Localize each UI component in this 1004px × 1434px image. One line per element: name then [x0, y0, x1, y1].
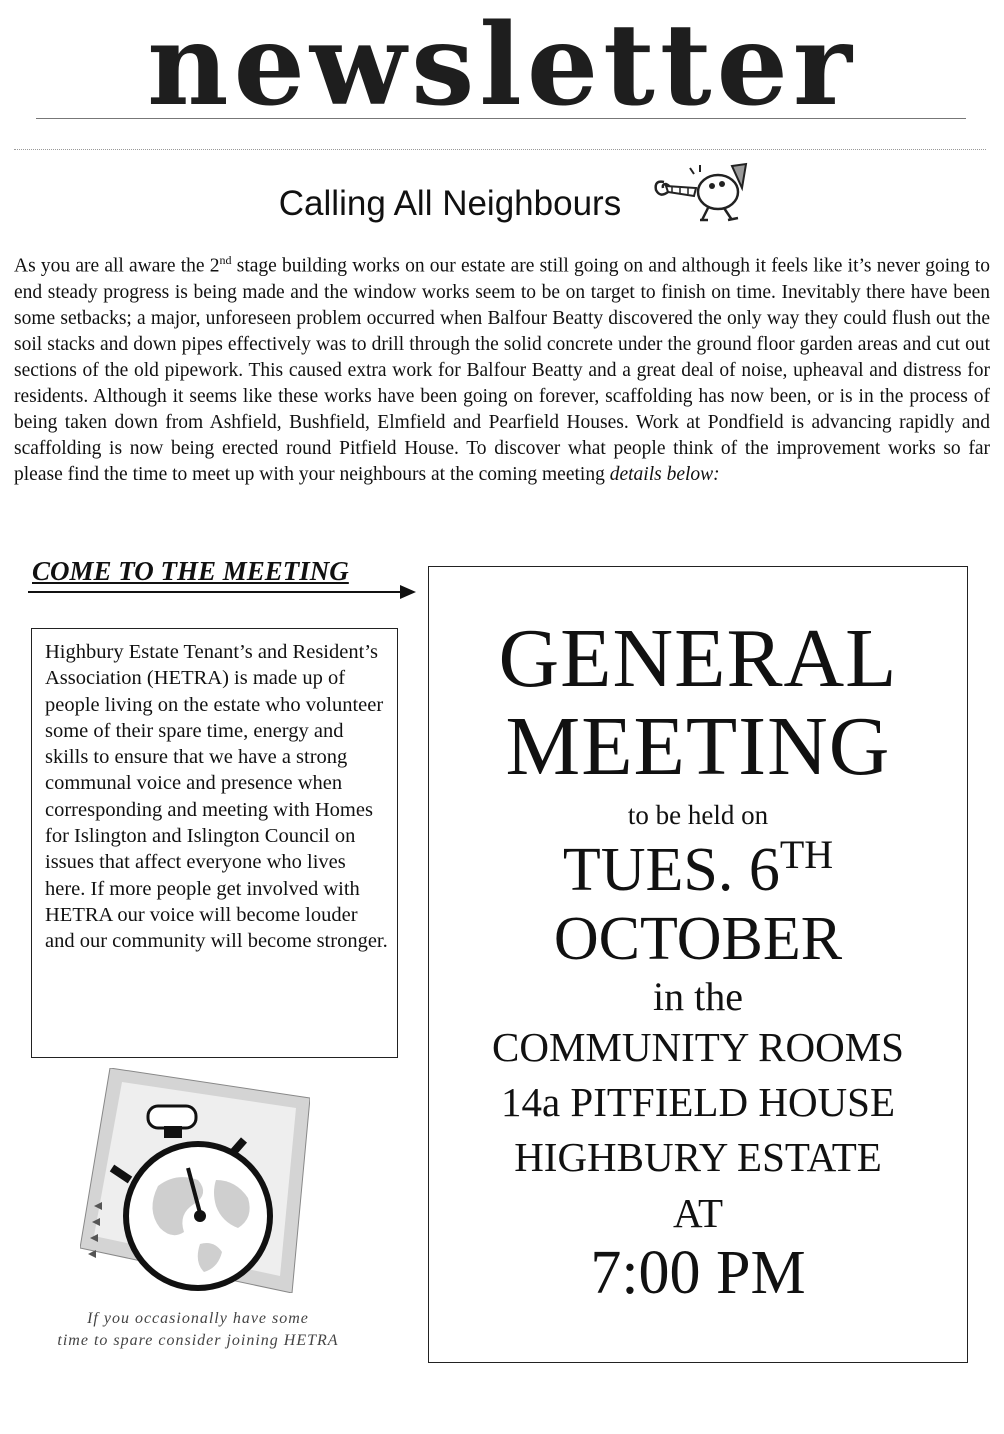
intro-text-body: stage building works on our estate are still going on and although it feels like it’s never going to end steady progress is being made and the window works seem to be on target to finish on time. Inevitably there have been some setbacks; a major, unforeseen problem occurred when Balfour Beatty discovered the only way they could flush out the soil stacks and down pipes effectively was to drill through the solid concrete under the ground floor garden areas and cut out sections of the old pipework. This caused extra work for Balfour Beatty and a great deal of noise, upheaval and distress for residents. Although it seems like these works have been going on forever, scaffolding has now been, or is in the process of being taken down from Ashfield, Bushfield, Elmfield and Pearfield Houses. Work at Pondfield is advancing rapidly and scaffolding is now being erected round Pitfield House. To discover what people think of the improvement works so far please find the time to meet up with your neighbours at the coming meeting [14, 255, 990, 486]
arrow-right-icon [28, 584, 418, 604]
meeting-at: AT [672, 1189, 724, 1236]
meeting-date-day: TUES. 6 [562, 835, 780, 904]
hetra-caption [28, 1308, 368, 1352]
intro-details-below: details below: [609, 464, 720, 486]
intro-paragraph [14, 247, 990, 488]
meeting-venue-line-2: 14a PITFIELD HOUSE [500, 1079, 896, 1126]
general-meeting-box [428, 566, 968, 1363]
meeting-title-line-2: MEETING [505, 700, 891, 794]
party-blower-icon [650, 160, 750, 224]
meeting-venue-line-1: COMMUNITY ROOMS [492, 1023, 904, 1070]
meeting-time: 7:00 PM [590, 1238, 806, 1307]
meeting-month: OCTOBER [553, 904, 843, 973]
meeting-held-on: to be held on [627, 800, 769, 831]
intro-superscript: nd [219, 253, 232, 267]
meeting-in-the: in the [653, 973, 743, 1019]
caption-line-2: time to spare consider joining HETRA [57, 1332, 339, 1349]
section-title: Calling All Neighbours [278, 184, 622, 223]
meeting-title-line-1: GENERAL [498, 612, 898, 705]
come-to-meeting-heading: COME TO THE MEETING [32, 556, 349, 586]
meeting-date [429, 831, 967, 904]
masthead-rule [36, 118, 966, 119]
newsletter-masthead: newsletter [147, 0, 857, 131]
meeting-venue-line-3: HIGHBURY ESTATE [514, 1134, 882, 1181]
section-divider [14, 149, 986, 150]
hetra-info-box: Highbury Estate Tenant’s and Resident’s Association (HETRA) is made up of people living on the estate who volunteer some of their spare time, energy and skills to ensure that we have a strong communal voice and presence when corresponding and meeting with Homes for Islington and Islington Council on issues that affect everyone who lives here. If more people get involved with HETRA our voice will become louder and our community will become stronger. [31, 628, 398, 1058]
stopwatch-globe-icon [80, 1068, 310, 1293]
intro-text-start: As you are all aware the 2 [14, 255, 220, 277]
meeting-date-suffix: TH [779, 831, 834, 877]
caption-line-1: If you occasionally have some [87, 1310, 309, 1327]
